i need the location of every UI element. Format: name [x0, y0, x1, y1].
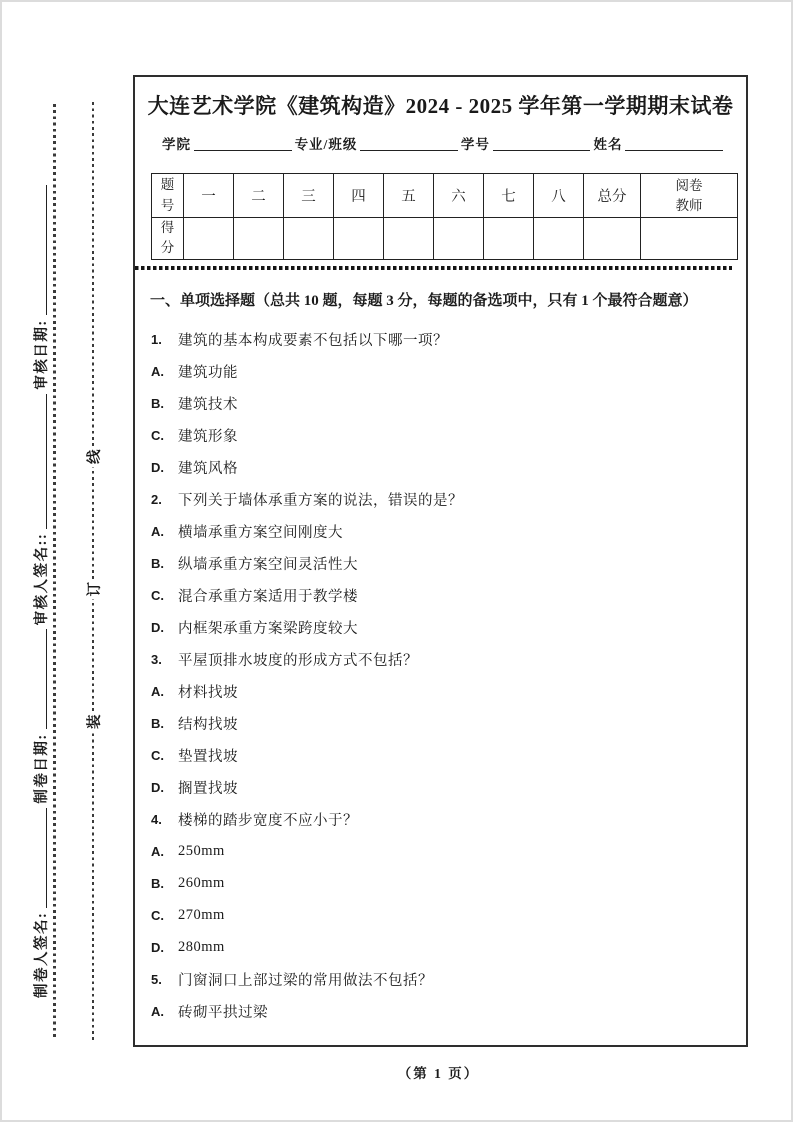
question-text: 门窗洞口上部过梁的常用做法不包括？	[178, 972, 433, 989]
total-score-cell	[584, 218, 641, 260]
option-line	[151, 995, 740, 1027]
question-line	[151, 483, 740, 515]
column-header-cell: 八	[534, 174, 584, 218]
option-text: 内框架承重方案梁跨度较大	[178, 620, 358, 637]
column-header-cell: 六	[434, 174, 484, 218]
corner-header-text: 题号	[160, 177, 175, 213]
question-number: 1.	[151, 331, 162, 347]
question-block	[151, 803, 740, 963]
score-table	[151, 173, 738, 260]
column-header-cell: 五	[384, 174, 434, 218]
question-number: 5.	[151, 971, 162, 987]
option-letter: D.	[151, 459, 164, 475]
seal-field-label: 制卷日期:	[33, 733, 50, 804]
score-row-header-text: 得分	[160, 220, 175, 256]
score-cell	[284, 218, 334, 260]
student-info-line	[162, 133, 726, 153]
option-line	[151, 515, 740, 547]
grader-header-cell	[641, 174, 738, 218]
option-line	[151, 739, 740, 771]
question-text: 下列关于墙体承重方案的说法，错误的是？	[178, 492, 463, 509]
option-text: 250mm	[178, 842, 225, 859]
question-block	[151, 483, 740, 643]
option-text: 横墙承重方案空间刚度大	[178, 524, 343, 541]
signature-blank-line	[33, 185, 47, 315]
score-cell	[484, 218, 534, 260]
option-line	[151, 867, 740, 899]
option-letter: D.	[151, 779, 164, 795]
college-label: 学院	[162, 137, 191, 152]
question-line	[151, 963, 740, 995]
option-text: 280mm	[178, 938, 225, 955]
seal-field-label: 制卷人签名:	[33, 911, 50, 998]
total-header-cell: 总分	[584, 174, 641, 218]
binding-dotted-segment	[92, 600, 95, 712]
question-line	[151, 323, 740, 355]
option-text: 建筑风格	[178, 460, 238, 477]
score-table-header-row	[152, 174, 738, 218]
option-text: 混合承重方案适用于教学楼	[178, 588, 358, 605]
question-text: 建筑的基本构成要素不包括以下哪一项？	[178, 332, 448, 349]
binding-dotted-segment	[92, 100, 95, 447]
major-class-label: 专业/班级	[294, 137, 358, 152]
option-letter: D.	[151, 939, 164, 955]
score-cell	[234, 218, 284, 260]
option-text: 建筑功能	[178, 364, 238, 381]
option-text: 建筑形象	[178, 428, 238, 445]
option-text: 搁置找坡	[178, 780, 238, 797]
exam-paper-box	[133, 75, 748, 1047]
section-heading: 一、单项选择题（总共 10 题，每题 3 分，每题的备选项中，只有 1 个最符合题意）	[150, 293, 698, 309]
question-text: 楼梯的踏步宽度不应小于？	[178, 812, 358, 829]
option-line	[151, 675, 740, 707]
option-text: 砖砌平拱过梁	[178, 1004, 268, 1021]
option-line	[151, 547, 740, 579]
option-line	[151, 355, 740, 387]
option-text: 纵墙承重方案空间灵活性大	[178, 556, 358, 573]
option-line	[151, 707, 740, 739]
question-list	[151, 323, 740, 1027]
college-field	[194, 134, 292, 151]
seal-margin-labels	[27, 155, 53, 998]
question-line	[151, 803, 740, 835]
column-header-cell: 七	[484, 174, 534, 218]
column-header-cell: 一	[184, 174, 234, 218]
option-line	[151, 611, 740, 643]
column-header-cell: 三	[284, 174, 334, 218]
seal-field-label: 审核人签名::	[33, 532, 50, 626]
grader-header-text: 阅卷教师	[675, 177, 703, 213]
page-title: 大连艺术学院《建筑构造》2024 - 2025 学年第一学期期末试卷	[147, 94, 734, 118]
signature-blank-line	[33, 394, 47, 529]
option-letter: C.	[151, 427, 164, 443]
option-letter: A.	[151, 1003, 164, 1019]
binding-dotted-segment	[92, 732, 95, 1040]
score-cell	[384, 218, 434, 260]
option-letter: C.	[151, 587, 164, 603]
option-text: 材料找坡	[178, 684, 238, 701]
name-label: 姓名	[593, 137, 623, 152]
name-field	[625, 134, 723, 151]
binding-char: 线	[86, 449, 103, 464]
score-cell	[434, 218, 484, 260]
binding-char: 装	[86, 714, 103, 729]
student-id-field	[493, 134, 591, 151]
column-header-cell: 二	[234, 174, 284, 218]
option-text: 结构找坡	[178, 716, 238, 733]
seal-field-label: 审核日期:	[33, 319, 50, 390]
question-number: 2.	[151, 491, 162, 507]
question-line	[151, 643, 740, 675]
dotted-separator	[135, 266, 732, 270]
option-text: 260mm	[178, 874, 225, 891]
signature-blank-line	[33, 808, 47, 908]
option-letter: A.	[151, 523, 164, 539]
option-line	[151, 931, 740, 963]
question-text: 平屋顶排水坡度的形成方式不包括？	[178, 652, 418, 669]
score-table-score-row	[152, 218, 738, 260]
option-text: 建筑技术	[178, 396, 238, 413]
score-cell	[334, 218, 384, 260]
option-line	[151, 771, 740, 803]
option-letter: A.	[151, 843, 164, 859]
corner-header-cell	[152, 174, 184, 218]
option-letter: B.	[151, 875, 164, 891]
option-line	[151, 899, 740, 931]
seal-dotted-line	[53, 104, 56, 1038]
question-block	[151, 323, 740, 483]
option-letter: C.	[151, 747, 164, 763]
signature-blank-line	[33, 629, 47, 729]
question-number: 4.	[151, 811, 162, 827]
student-id-label: 学号	[460, 137, 490, 152]
question-number: 3.	[151, 651, 162, 667]
binding-dotted-segment	[92, 467, 95, 579]
score-row-header-cell	[152, 218, 184, 260]
question-block	[151, 963, 740, 1027]
score-cell	[534, 218, 584, 260]
binding-char: 订	[86, 582, 103, 597]
grader-cell	[641, 218, 738, 260]
option-line	[151, 419, 740, 451]
option-line	[151, 579, 740, 611]
option-text: 垫置找坡	[178, 748, 238, 765]
option-letter: B.	[151, 715, 164, 731]
option-letter: B.	[151, 555, 164, 571]
option-letter: B.	[151, 395, 164, 411]
page-number: （第 1 页）	[397, 1066, 480, 1081]
option-line	[151, 387, 740, 419]
option-letter: D.	[151, 619, 164, 635]
option-letter: A.	[151, 363, 164, 379]
question-block	[151, 643, 740, 803]
column-header-cell: 四	[334, 174, 384, 218]
binding-line	[82, 100, 104, 1040]
option-line	[151, 451, 740, 483]
option-letter: C.	[151, 907, 164, 923]
option-letter: A.	[151, 683, 164, 699]
major-class-field	[360, 134, 458, 151]
score-cell	[184, 218, 234, 260]
option-line	[151, 835, 740, 867]
option-text: 270mm	[178, 906, 225, 923]
